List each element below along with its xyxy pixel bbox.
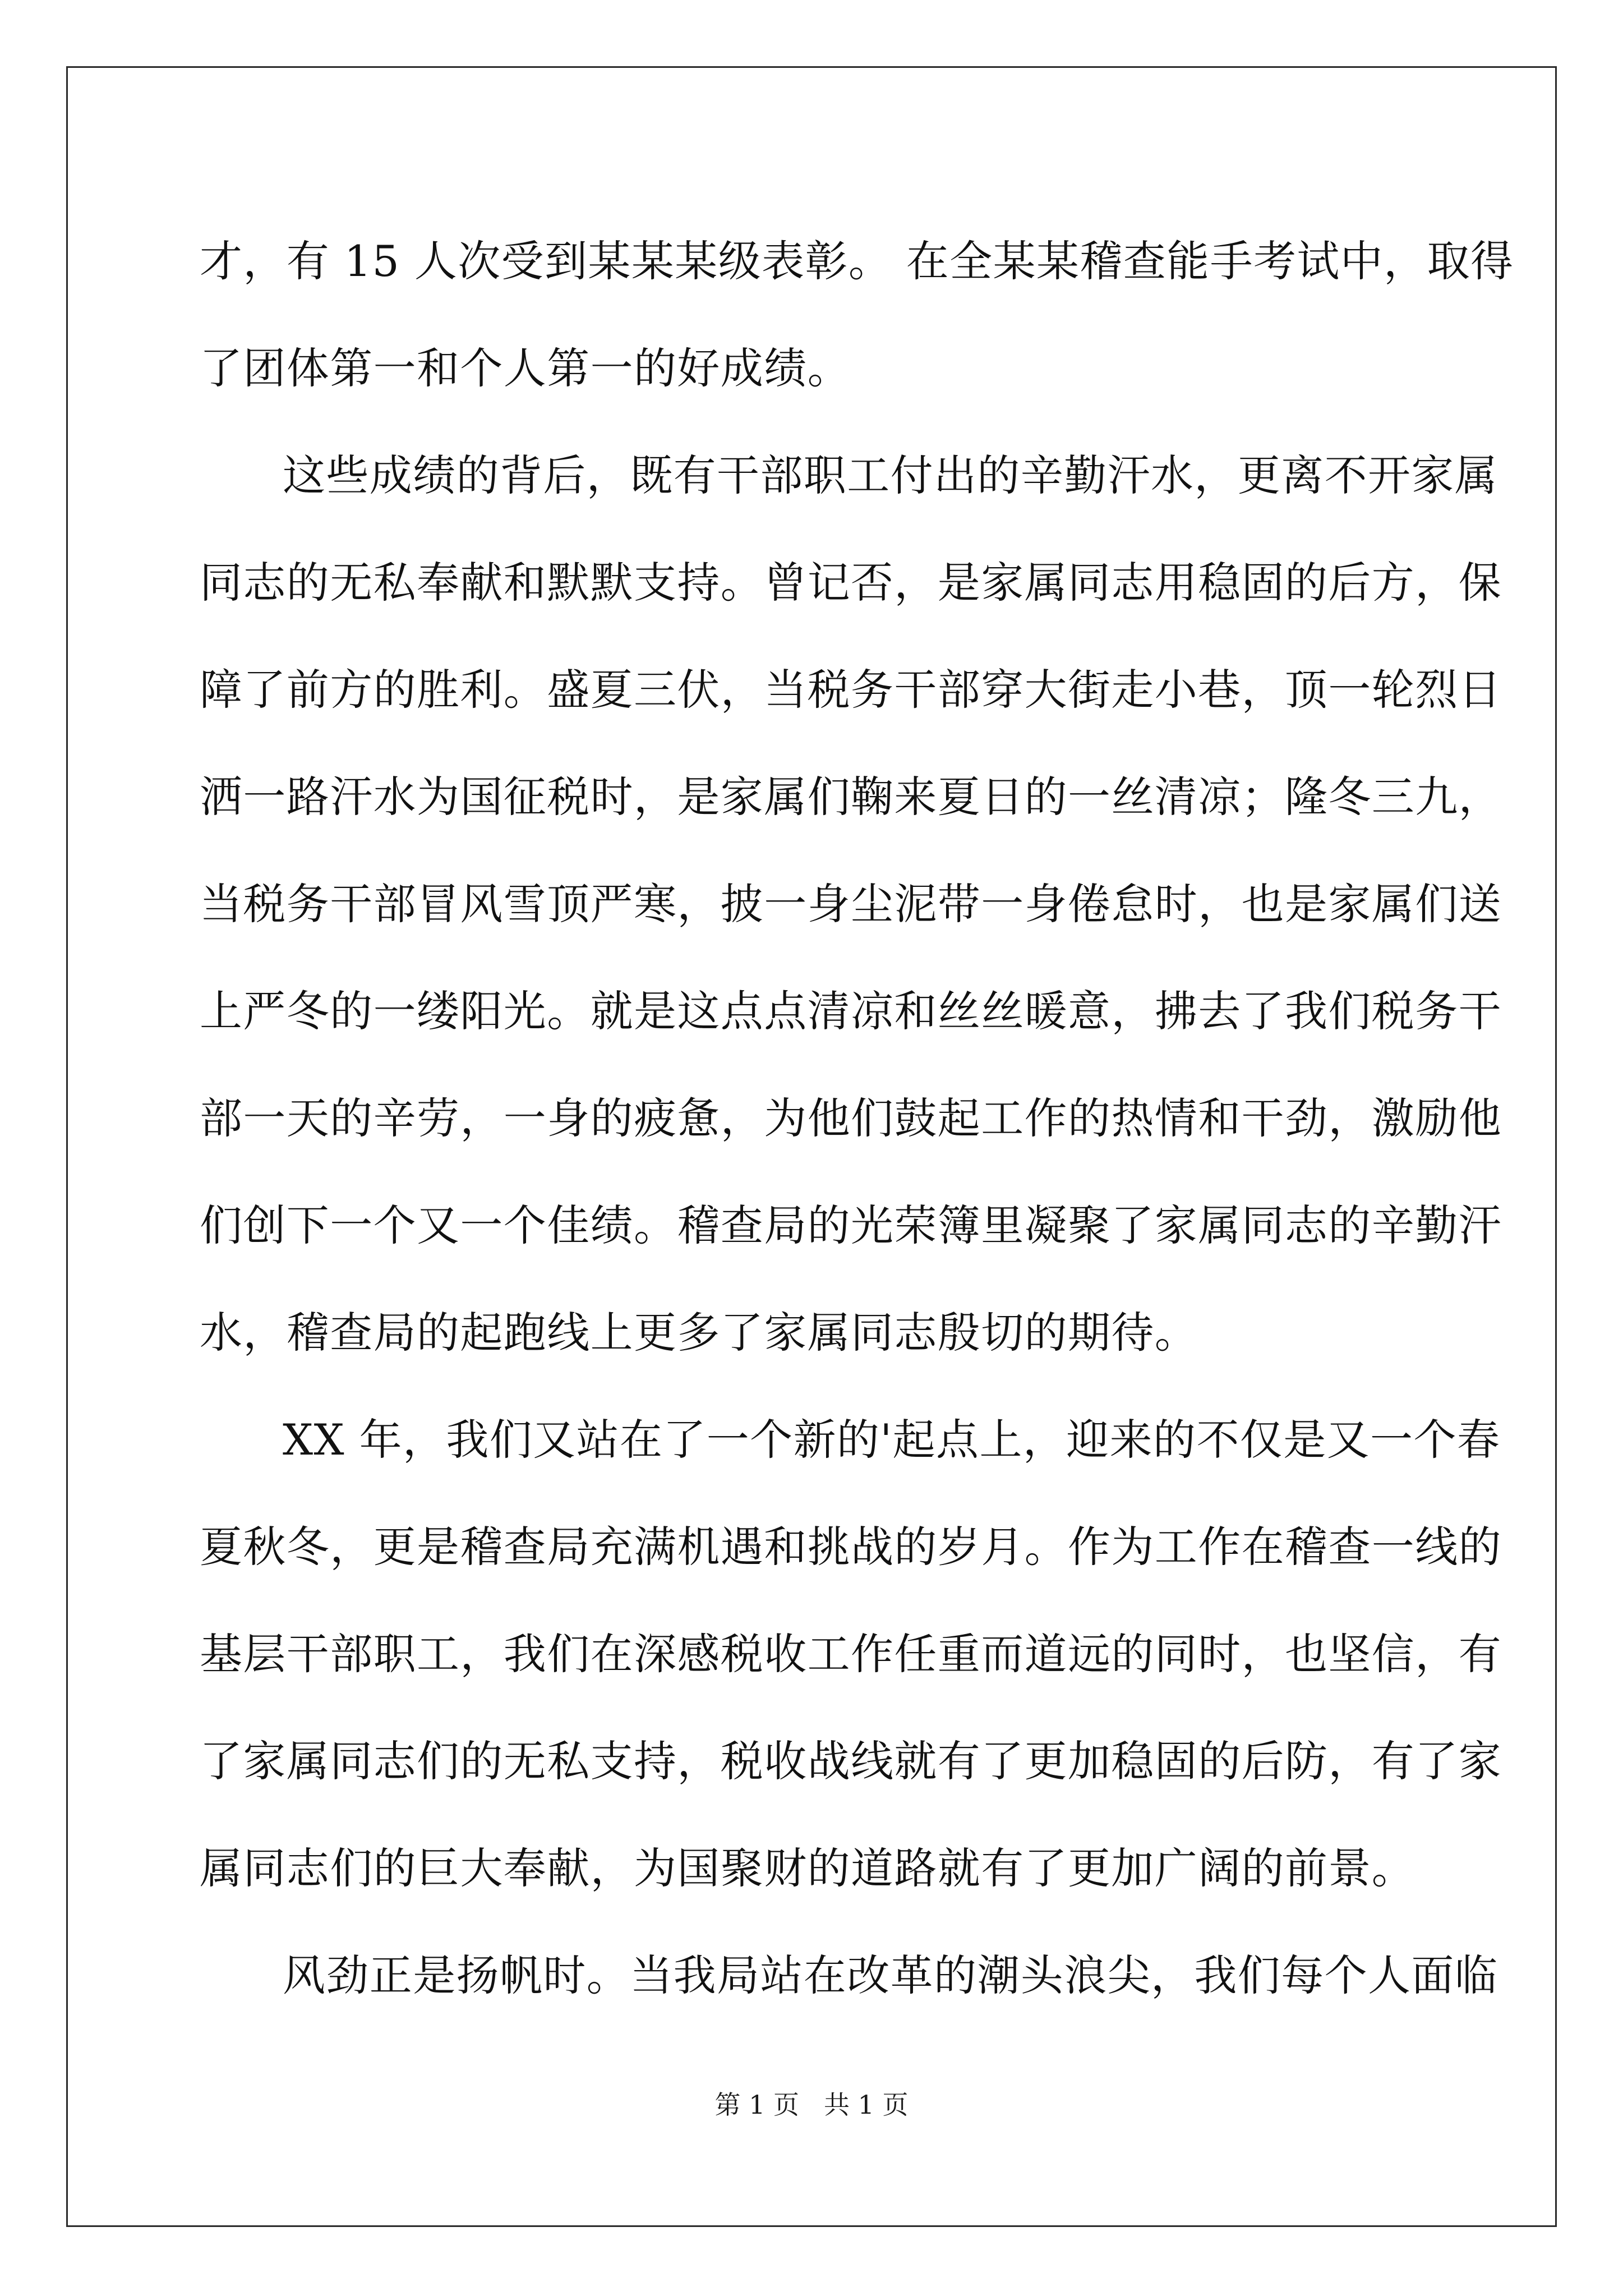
paragraph-start-line: 风劲正是扬帆时。当我局站在改革的潮头浪尖，我们每个人面临: [283, 1950, 1498, 2000]
text-line: 上严冬的一缕阳光。就是这点点清凉和丝丝暖意，拂去了我们税务干: [200, 986, 1502, 1036]
text-line: 障了前方的胜利。盛夏三伏，当税务干部穿大街走小巷，顶一轮烈日: [200, 665, 1502, 715]
page-footer: [0, 2088, 1623, 2122]
text-line: 属同志们的巨大奉献，为国聚财的道路就有了更加广阔的前景。: [200, 1843, 1415, 1893]
text-line: 才，有 15 人次受到某某某级表彰。 在全某某稽查能手考试中，取得: [200, 236, 1514, 286]
text-line: 当税务干部冒风雪顶严寒，披一身尘泥带一身倦怠时，也是家属们送: [200, 879, 1502, 929]
text-line: 们创下一个又一个佳绩。稽查局的光荣簿里凝聚了家属同志的辛勤汗: [200, 1200, 1502, 1250]
text-line: 了团体第一和个人第一的好成绩。: [200, 343, 851, 393]
text-line: 部一天的辛劳，一身的疲惫，为他们鼓起工作的热情和干劲，激励他: [200, 1093, 1502, 1143]
text-line: 基层干部职工，我们在深感税收工作任重而道远的同时，也坚信，有: [200, 1629, 1502, 1679]
page-total: 共 1 页: [824, 2090, 909, 2120]
text-line: 洒一路汗水为国征税时，是家属们鞠来夏日的一丝清凉；隆冬三九，: [200, 772, 1502, 822]
document-body: [200, 208, 1514, 2029]
text-line: 同志的无私奉献和默默支持。曾记否，是家属同志用稳固的后方，保: [200, 558, 1502, 608]
text-line: 了家属同志们的无私支持，税收战线就有了更加稳固的后防，有了家: [200, 1736, 1502, 1786]
page-number: 第 1 页: [714, 2090, 799, 2120]
text-line: 水，稽查局的起跑线上更多了家属同志殷切的期待。: [200, 1308, 1198, 1358]
paragraph-start-line: XX 年，我们又站在了一个新的'起点上，迎来的不仅是又一个春: [283, 1415, 1501, 1465]
paragraph-start-line: 这些成绩的背后，既有干部职工付出的辛勤汗水，更离不开家属: [283, 450, 1498, 500]
text-line: 夏秋冬，更是稽查局充满机遇和挑战的岁月。作为工作在稽查一线的: [200, 1522, 1502, 1572]
